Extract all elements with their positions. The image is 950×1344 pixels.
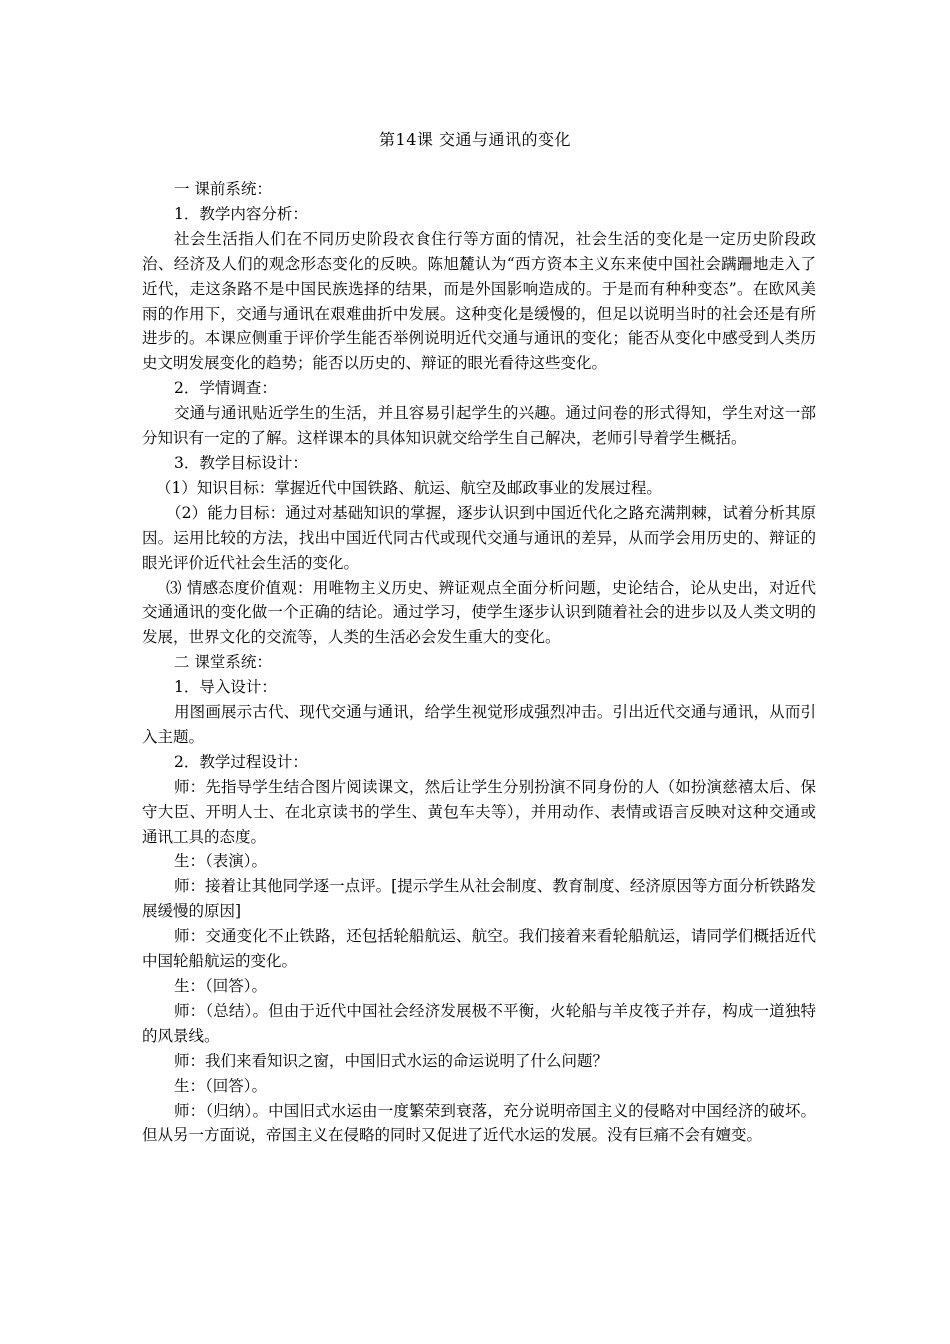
paragraph-introduction: 用图画展示古代、现代交通与通讯，给学生视觉形成强烈冲击。引出近代交通与通讯，从而引入主题。	[142, 703, 816, 746]
subheading-content-analysis: 1．教学内容分析：	[174, 204, 308, 223]
paragraph-content-analysis: 社会生活指人们在不同历史阶段衣食住行等方面的情况，社会生活的变化是一定历史阶段政治、经济及人们的观念形态变化的反映。陈旭麓认为“西方资本主义东来使中国社会蹒跚地走入了近代，走这条路不是中国民族选择的结果，而是外国影响造成的。于是而有种种变态”。在欧风美雨的作用下，交通与通讯在艰难曲折中发展。这种变化是缓慢的，但足以说明当时的社会还是有所进步的。本课应侧重于评价学生能否举例说明近代交通与通讯的变化；能否从变化中感受到人类历史文明发展变化的趋势；能否以历史的、辩证的眼光看待这些变化。	[142, 229, 816, 373]
goal-knowledge: （1）知识目标：掌握近代中国铁路、航运、航空及邮政事业的发展过程。	[156, 478, 662, 497]
section-heading-in-class: 二 课堂系统：	[174, 653, 272, 672]
subheading-introduction: 1．导入设计：	[174, 678, 277, 697]
subheading-teaching-goals: 3．教学目标设计：	[174, 453, 308, 472]
subheading-teaching-process: 2．教学过程设计：	[174, 752, 308, 771]
dialogue-student-1: 生：（表演）。	[174, 852, 268, 871]
subheading-student-survey: 2．学情调查：	[174, 379, 277, 398]
document-body	[142, 177, 816, 1148]
goal-emotion-values: ⑶ 情感态度价值观：用唯物主义历史、辨证观点全面分析问题，史论结合，论从史出，对近代交通通讯的变化做一个正确的结论。通过学习，使学生逐步认识到随着社会的进步以及人类文明的发展，世界文化的交流等，人类的生活必会发生重大的变化。	[142, 578, 816, 647]
page-title: 第14课 交通与通讯的变化	[379, 130, 571, 149]
dialogue-student-3: 生：（回答）。	[174, 1076, 268, 1095]
goal-ability: （2）能力目标：通过对基础知识的掌握，逐步认识到中国近代化之路充满荆棘，试着分析其原因。运用比较的方法，找出中国近代同古代或现代交通与通讯的差异，从而学会用历史的、辩证的眼光评价近代社会生活的变化。	[142, 503, 816, 572]
dialogue-teacher-2: 师：接着让其他同学逐一点评。[提示学生从社会制度、教育制度、经济原因等方面分析铁路发展缓慢的原因]	[142, 877, 816, 921]
section-heading-pre-class: 一 课前系统：	[174, 180, 272, 198]
dialogue-teacher-4: 师：（总结）。但由于近代中国社会经济发展极不平衡，火轮船与羊皮筏子并存，构成一道独特的风景线。	[142, 1001, 816, 1045]
dialogue-teacher-1: 师：先指导学生结合图片阅读课文，然后让学生分别扮演不同身份的人（如扮演慈禧太后、保守大臣、开明人士、在北京读书的学生、黄包车夫等），并用动作、表情或语言反映对这种交通或通讯工具的态度。	[142, 777, 816, 846]
dialogue-teacher-3: 师：交通变化不止铁路，还包括轮船航运、航空。我们接着来看轮船航运，请同学们概括近代中国轮船航运的变化。	[142, 927, 816, 971]
paragraph-student-survey: 交通与通讯贴近学生的生活，并且容易引起学生的兴趣。通过问卷的形式得知，学生对这一部分知识有一定的了解。这样课本的具体知识就交给学生自己解决，老师引导着学生概括。	[142, 404, 816, 448]
dialogue-student-2: 生：（回答）。	[174, 977, 268, 995]
dialogue-teacher-6: 师：（归纳）。中国旧式水运由一度繁荣到衰落，充分说明帝国主义的侵略对中国经济的破坏。但从另一方面说，帝国主义在侵略的同时又促进了近代水运的发展。没有巨痛不会有嬗变。	[142, 1101, 816, 1145]
dialogue-teacher-5: 师：我们来看知识之窗，中国旧式水运的命运说明了什么问题？	[174, 1051, 609, 1070]
